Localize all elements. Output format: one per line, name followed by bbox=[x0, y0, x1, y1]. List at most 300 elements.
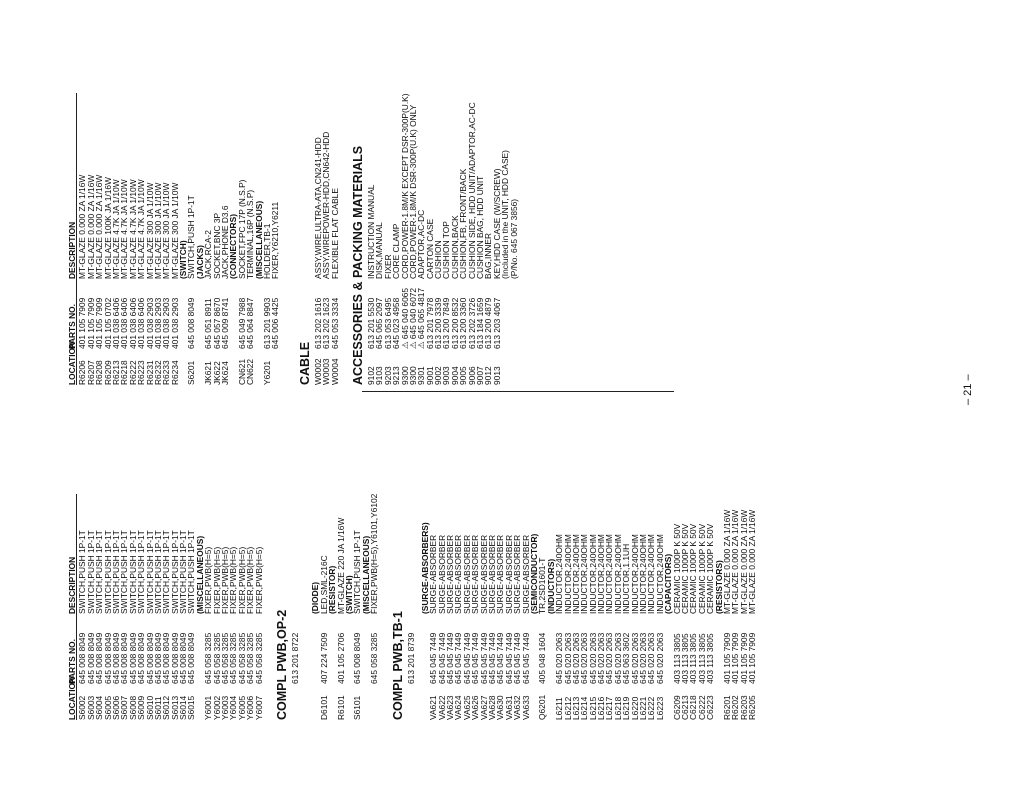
location-code: C6218 bbox=[688, 695, 699, 720]
section-title: COMPL PWB,OP-2 bbox=[274, 609, 289, 720]
part-number: 645 008 8049 bbox=[94, 632, 105, 684]
part-description: MT-GLAZE 0.000 ZA 1/16W bbox=[747, 509, 758, 614]
part-description: FIXER,PWB(H=5) bbox=[228, 546, 239, 614]
part-number: 613 203 4067 bbox=[491, 297, 502, 349]
part-number: 645 045 7449 bbox=[520, 632, 531, 684]
part-description: SWITCH,PUSH 1P-1T bbox=[127, 530, 138, 614]
location-code: VA631 bbox=[503, 695, 514, 720]
location-code: L6218 bbox=[612, 696, 623, 720]
part-description: (RESISTOR) bbox=[327, 565, 338, 614]
location-code: W0002 bbox=[312, 358, 323, 385]
location-code: Y6201 bbox=[261, 360, 272, 385]
location-code: 9012 bbox=[483, 366, 494, 385]
part-number: 645 020 2063 bbox=[638, 632, 649, 684]
part-number: 401 038 2903 bbox=[152, 297, 163, 349]
section-title: ACCESSORIES & PACKING MATERIALS bbox=[350, 145, 365, 385]
part-description: INDUCTOR,240OHM bbox=[612, 534, 623, 614]
part-description: SWITCH,PUSH 1P-1T bbox=[94, 530, 105, 614]
location-code: VA626 bbox=[470, 695, 481, 720]
location-code: W0003 bbox=[321, 358, 332, 385]
part-description: MT-GLAZE 0.000 ZA 1/16W bbox=[85, 174, 96, 279]
location-code: S6101 bbox=[352, 695, 363, 720]
part-description: FIXER,PWB(H=5) bbox=[245, 546, 256, 614]
header-parts-no: PARTS NO. bbox=[67, 304, 77, 349]
location-code: JK622 bbox=[211, 361, 222, 385]
part-description: SURGE-ABSORBER bbox=[470, 534, 481, 614]
location-code: Y6001 bbox=[203, 695, 214, 720]
part-number: 645 020 2063 bbox=[579, 632, 590, 684]
part-number: 645 008 8049 bbox=[77, 632, 88, 684]
location-code: CN621 bbox=[236, 358, 247, 385]
location-code: VA627 bbox=[478, 695, 489, 720]
location-code: VA622 bbox=[436, 695, 447, 720]
part-number: 613 201 7978 bbox=[424, 297, 435, 349]
part-description: CERAMIC 1000P K 50V bbox=[696, 523, 707, 614]
part-description: SWITCH,PUSH 1P-1T bbox=[136, 530, 147, 614]
part-number: 645 058 3285 bbox=[369, 632, 380, 684]
location-code: R6208 bbox=[94, 360, 105, 385]
location-code: S6007 bbox=[119, 695, 130, 720]
location-code: C6213 bbox=[680, 695, 690, 720]
part-number: 401 038 6406 bbox=[136, 297, 147, 349]
part-description: (SURGE-ABSORBERS) bbox=[419, 522, 430, 614]
part-description: SWITCH,PUSH 1P-1T bbox=[352, 530, 363, 614]
location-code: 9103 bbox=[374, 366, 385, 385]
location-code: VA624 bbox=[453, 695, 464, 720]
part-number: 645 006 4425 bbox=[270, 297, 281, 349]
location-code: S6010 bbox=[144, 695, 155, 720]
location-code: L6212 bbox=[562, 696, 573, 720]
part-number: 401 105 7909 bbox=[77, 297, 88, 349]
part-description: SURGE-ABSORBER bbox=[495, 534, 506, 614]
part-description: (SWITCH) bbox=[343, 575, 354, 614]
column-headers bbox=[68, 93, 77, 385]
part-number: 645 058 3285 bbox=[220, 632, 231, 684]
location-code: 9006 bbox=[466, 366, 477, 385]
part-number: ⚠ 645 040 6065 bbox=[399, 287, 410, 349]
location-code: 9203 bbox=[382, 366, 393, 385]
part-description: SWITCH,PUSH 1P-1T bbox=[144, 530, 155, 614]
part-description: (SWITCH) bbox=[178, 240, 189, 279]
part-description: SURGE-ABSORBER bbox=[453, 534, 464, 614]
location-code: R6202 bbox=[730, 695, 741, 720]
part-number: 645 020 2063 bbox=[554, 632, 565, 684]
part-number: 645 058 3285 bbox=[211, 632, 222, 684]
part-description: SWITCH,PUSH 1P-1T bbox=[186, 195, 197, 279]
part-number: 403 113 3805 bbox=[688, 633, 699, 684]
location-code: R6222 bbox=[127, 360, 138, 385]
part-description: CUSHION SIDE, HDD UNIT/ADAPTOR,AC-DC bbox=[466, 102, 477, 279]
part-row bbox=[255, 494, 263, 720]
part-number: 403 113 3805 bbox=[671, 633, 682, 684]
part-description: (CONNECTORS) bbox=[228, 214, 239, 279]
location-code: VA632 bbox=[512, 695, 523, 720]
part-description: MT-GLAZE 4.7K JA 1/10W bbox=[136, 179, 147, 279]
part-description: SWITCH,PUSH 1P-1T bbox=[110, 530, 121, 614]
header-location: LOCATION bbox=[67, 676, 77, 720]
location-code: S6011 bbox=[152, 696, 163, 720]
location-code: R6101 bbox=[335, 695, 346, 720]
part-description: INDUCTOR,240OHM bbox=[562, 534, 573, 614]
part-description: SURGE-ABSORBER bbox=[503, 534, 514, 614]
part-description: MT-GLAZE 220 JA 1/16W bbox=[335, 517, 346, 614]
part-number: 401 105 7909 bbox=[738, 632, 749, 684]
part-number: 645 008 8049 bbox=[186, 297, 197, 349]
location-code: Y6004 bbox=[228, 695, 239, 720]
header-description: DESCRIPTION bbox=[67, 556, 77, 614]
part-number: 645 058 3285 bbox=[253, 632, 264, 684]
location-code: 9013 bbox=[491, 366, 502, 385]
part-description: FIXER,PWB(H=5) bbox=[253, 546, 264, 614]
part-number: 645 045 7449 bbox=[495, 632, 506, 684]
location-code: R6231 bbox=[144, 360, 155, 385]
part-number: ⚠ 645 040 6072 bbox=[407, 287, 418, 349]
part-number: 645 008 8049 bbox=[352, 632, 363, 684]
part-number: 401 038 6406 bbox=[127, 297, 138, 349]
part-number: 645 020 2063 bbox=[629, 632, 640, 684]
part-number: 401 038 2903 bbox=[144, 297, 155, 349]
part-number: 613 184 1659 bbox=[475, 297, 486, 349]
location-code: R6203 bbox=[738, 695, 749, 720]
location-code: R6234 bbox=[169, 360, 180, 385]
part-number: 645 058 3285 bbox=[245, 632, 256, 684]
part-number: 613 202 1623 bbox=[321, 297, 332, 349]
part-description: INSTRUCTION MANUAL bbox=[365, 184, 376, 279]
part-number: 645 020 2063 bbox=[612, 632, 623, 684]
column-headers bbox=[68, 494, 77, 720]
location-code: Y6006 bbox=[245, 695, 256, 720]
part-description: INDUCTOR,240OHM bbox=[629, 534, 640, 614]
part-description: SWITCH,PUSH 1P-1T bbox=[152, 530, 163, 614]
location-code: S6005 bbox=[102, 695, 113, 720]
part-description: DISK,MANUAL bbox=[374, 222, 385, 279]
part-number: 645 045 7449 bbox=[436, 632, 447, 684]
location-code: W0004 bbox=[329, 358, 340, 385]
part-description: CERAMIC 1000P K 50V bbox=[688, 523, 699, 614]
part-description: MT-GLAZE 0.000 ZA 1/16W bbox=[721, 509, 732, 614]
part-number: 645 008 8049 bbox=[102, 632, 113, 684]
location-code: S6012 bbox=[161, 695, 172, 720]
part-description: MT-GLAZE 300 JA 1/10W bbox=[161, 182, 172, 279]
part-number: 613 200 3360 bbox=[458, 297, 469, 349]
location-code bbox=[362, 684, 370, 720]
part-number: 613 201 8722 bbox=[289, 632, 300, 684]
part-number: 613 200 7849 bbox=[441, 297, 452, 349]
location-code: S6015 bbox=[186, 695, 197, 720]
location-code bbox=[370, 684, 378, 720]
part-description: SWITCH,PUSH 1P-1T bbox=[85, 530, 96, 614]
location-code bbox=[271, 349, 279, 385]
part-description: (Included in the UNIT, HDD CASE) bbox=[500, 150, 511, 279]
location-code: Y6005 bbox=[236, 695, 247, 720]
parts-column-left bbox=[68, 494, 757, 720]
location-code bbox=[291, 684, 299, 720]
location-code: JK621 bbox=[203, 361, 214, 385]
header-description: DESCRIPTION bbox=[67, 221, 77, 279]
part-number: 401 038 6406 bbox=[119, 297, 130, 349]
part-number: 401 105 7909 bbox=[85, 297, 96, 349]
part-description: SWITCH,PUSH 1P-1T bbox=[119, 530, 130, 614]
part-description: MT-GLAZE 0.000 ZA 1/16W bbox=[94, 174, 105, 279]
part-description: CERAMIC 1000P K 50V bbox=[680, 523, 690, 614]
location-code: C6209 bbox=[671, 695, 682, 720]
part-description: INDUCTOR,240OHM bbox=[570, 534, 581, 614]
part-row bbox=[331, 93, 339, 385]
part-description: FIXER,PWB(H=5) bbox=[203, 546, 214, 614]
part-number: 645 045 7449 bbox=[512, 632, 523, 684]
part-number: 645 008 8049 bbox=[161, 632, 172, 684]
part-number: 645 053 3334 bbox=[329, 297, 340, 349]
part-description: MT-GLAZE 300 JA 1/10W bbox=[169, 182, 180, 279]
part-description: FIXER,PWB(H=5),Y6101,Y6102 bbox=[369, 493, 380, 614]
location-code: Y6003 bbox=[220, 695, 231, 720]
part-number: 645 058 3285 bbox=[236, 632, 247, 684]
location-code: L6220 bbox=[629, 696, 640, 720]
location-code: R6213 bbox=[110, 360, 121, 385]
location-code: R6206 bbox=[77, 360, 88, 385]
location-code: S6004 bbox=[94, 695, 105, 720]
part-description: MT-GLAZE 4.7K JA 1/10W bbox=[119, 179, 130, 279]
part-description: INDUCTOR,240OHM bbox=[604, 534, 615, 614]
part-description: (RESISTORS) bbox=[713, 560, 724, 614]
part-number: 645 058 3285 bbox=[203, 632, 214, 684]
part-description: MT-GLAZE 300 JA 1/10W bbox=[144, 182, 155, 279]
part-number: 645 020 2063 bbox=[587, 632, 598, 684]
location-code: JK624 bbox=[220, 361, 231, 385]
part-number: 613 201 8739 bbox=[405, 632, 416, 684]
location-code: 9007 bbox=[475, 366, 486, 385]
header-parts-no: PARTS NO. bbox=[67, 639, 77, 684]
location-code: S6009 bbox=[136, 695, 147, 720]
part-description: INDUCTOR,240OHM bbox=[646, 534, 657, 614]
part-number: 401 105 7909 bbox=[747, 632, 758, 684]
part-number: 645 020 2063 bbox=[654, 632, 665, 684]
part-description: SURGE-ABSORBER bbox=[487, 534, 498, 614]
part-description: SWITCH,PUSH 1P-1T bbox=[77, 530, 88, 614]
part-row bbox=[271, 93, 279, 385]
location-code: L6221 bbox=[638, 696, 649, 720]
part-number: 645 049 7988 bbox=[236, 297, 247, 349]
location-code: S6002 bbox=[77, 695, 88, 720]
part-number: 645 020 2063 bbox=[604, 632, 615, 684]
part-number: 403 113 3805 bbox=[680, 633, 690, 684]
location-code: R6201 bbox=[721, 695, 732, 720]
part-description: CUSHION bbox=[433, 240, 444, 279]
location-code: VA623 bbox=[445, 695, 456, 720]
part-description: SURGE-ABSORBER bbox=[478, 534, 489, 614]
column-divider bbox=[672, 391, 673, 392]
location-code: 9002 bbox=[433, 366, 444, 385]
part-description: (DIODE) bbox=[310, 581, 321, 614]
part-number: 613 053 6495 bbox=[382, 297, 393, 349]
part-description: (MISCELLANEOUS) bbox=[194, 535, 205, 614]
part-description: SURGE-ABSORBER bbox=[520, 534, 531, 614]
part-description: TR,2SD1601-T bbox=[537, 557, 548, 614]
part-description: MT-GLAZE 300 JA 1/10W bbox=[152, 182, 163, 279]
part-description: SURGE-ABSORBER bbox=[512, 534, 523, 614]
part-description: FIXER,PWB(H=5) bbox=[236, 546, 247, 614]
location-code: D6101 bbox=[318, 695, 329, 720]
part-number: 613 201 5530 bbox=[365, 297, 376, 349]
part-number: 645 045 7449 bbox=[478, 632, 489, 684]
location-code: 9004 bbox=[449, 366, 460, 385]
location-code: R6207 bbox=[85, 360, 96, 385]
part-description: MT-GLAZE 4.7K JA 1/10W bbox=[110, 179, 121, 279]
part-description: INDUCTOR,240OHM bbox=[596, 534, 607, 614]
part-number: 401 105 7909 bbox=[94, 297, 105, 349]
part-description: MT-GLAZE 0.000 ZA 1/16W bbox=[730, 509, 741, 614]
part-row bbox=[748, 494, 756, 720]
part-description: MT-GLAZE 100K JA 1/16W bbox=[102, 177, 113, 279]
part-description: SWITCH,PUSH 1P-1T bbox=[161, 530, 172, 614]
part-description: CUSHION,FB, FRONT/BACK bbox=[458, 168, 469, 279]
location-code: S6008 bbox=[127, 695, 138, 720]
section-title: CABLE bbox=[297, 341, 312, 385]
part-number: 613 202 1616 bbox=[312, 297, 323, 349]
location-code: S6013 bbox=[169, 695, 180, 720]
part-description: FIXER,PWB(H=5) bbox=[220, 546, 231, 614]
part-number: 645 020 2063 bbox=[562, 632, 573, 684]
part-description: CERAMIC 1000P K 50V bbox=[705, 523, 716, 614]
parts-column-right bbox=[68, 93, 518, 385]
location-code: R6218 bbox=[119, 360, 130, 385]
part-description: KEY,HDD CASE (W/SCREW) bbox=[491, 168, 502, 279]
part-description: (INDUCTORS) bbox=[545, 558, 556, 614]
location-code: 9003 bbox=[441, 366, 452, 385]
part-description: ASSY,WIRE,ULTRA-ATA,CN241-HDD bbox=[312, 137, 323, 279]
part-description: LED,SML-216C bbox=[318, 555, 329, 614]
part-description: SURGE-ABSORBER bbox=[436, 534, 447, 614]
part-description: CUSHION BAG, HDD UNIT bbox=[475, 175, 486, 279]
part-number: 645 045 7449 bbox=[461, 632, 472, 684]
part-description: MT-GLAZE 0.000 ZA 1/16W bbox=[77, 174, 88, 279]
part-row bbox=[510, 93, 518, 385]
location-code bbox=[510, 349, 518, 385]
part-number: 645 051 8911 bbox=[203, 298, 214, 349]
part-description: SOCKET,BNC 3P bbox=[211, 212, 222, 279]
part-number: 645 008 8049 bbox=[169, 632, 180, 684]
location-code: 9005 bbox=[458, 366, 469, 385]
part-row bbox=[407, 494, 415, 720]
part-number: 645 063 3602 bbox=[621, 632, 632, 684]
part-number: 645 020 2063 bbox=[596, 632, 607, 684]
location-code: 9001 bbox=[424, 366, 435, 385]
location-code bbox=[407, 684, 415, 720]
location-code: CN622 bbox=[245, 358, 256, 385]
location-code: L6214 bbox=[579, 696, 590, 720]
column-divider bbox=[362, 391, 674, 392]
part-description: (CAPACITORS) bbox=[663, 553, 674, 614]
part-number: 401 038 2903 bbox=[161, 297, 172, 349]
part-number: 645 045 7449 bbox=[470, 632, 481, 684]
part-description: MT-GLAZE 0.000 ZA 1/16W bbox=[738, 509, 749, 614]
part-row bbox=[187, 93, 195, 385]
part-number: 405 048 1604 bbox=[537, 632, 548, 684]
part-description: FIXER,Y6210,Y6211 bbox=[270, 201, 281, 279]
part-number: 407 224 7509 bbox=[318, 632, 329, 684]
part-description: SWITCH,PUSH 1P-1T bbox=[169, 530, 180, 614]
section-title: COMPL PWB,TB-1 bbox=[390, 611, 405, 720]
location-code: 9300 bbox=[399, 366, 410, 385]
part-description: SWITCH,PUSH 1P-1T bbox=[186, 530, 197, 614]
part-number: 645 045 7449 bbox=[445, 632, 456, 684]
part-number: 645 008 8049 bbox=[152, 632, 163, 684]
location-code: VA621 bbox=[428, 695, 439, 720]
location-code: VA630 bbox=[495, 695, 506, 720]
part-number: 645 009 8741 bbox=[220, 297, 231, 349]
location-code: R6233 bbox=[161, 360, 172, 385]
part-description: ADAPTOR,AC-DC bbox=[416, 209, 427, 279]
location-code: Q6201 bbox=[537, 694, 548, 720]
part-number: 403 113 3805 bbox=[696, 633, 707, 684]
location-code bbox=[501, 349, 509, 385]
location-code: L6219 bbox=[621, 696, 632, 720]
part-number: 645 008 8049 bbox=[136, 632, 147, 684]
part-description: CORD,POWER-1.8M/K EXCEPT DSR-300P(U.K) bbox=[399, 93, 410, 279]
part-number: 645 045 7449 bbox=[487, 632, 498, 684]
part-number: 401 105 7909 bbox=[721, 632, 732, 684]
part-number: 401 105 2706 bbox=[335, 632, 346, 684]
part-number: 645 008 8049 bbox=[85, 632, 96, 684]
part-number: 613 202 3726 bbox=[466, 297, 477, 349]
part-description: SOCKET,FPC 17P (N.S.P) bbox=[236, 179, 247, 279]
part-number: 645 008 8049 bbox=[144, 632, 155, 684]
part-number: 645 008 8049 bbox=[110, 632, 121, 684]
part-number: 613 200 3339 bbox=[433, 297, 444, 349]
part-number: 645 020 2063 bbox=[646, 632, 657, 684]
part-description: INDUCTOR,240OHM bbox=[638, 534, 649, 614]
location-code: R6232 bbox=[152, 360, 163, 385]
location-code: L6213 bbox=[570, 696, 581, 720]
part-number: 645 057 8670 bbox=[211, 297, 222, 349]
part-description: (P/No. 645 067 3856) bbox=[508, 198, 519, 279]
part-number: 645 008 8049 bbox=[178, 632, 189, 684]
part-description: SURGE-ABSORBER bbox=[461, 534, 472, 614]
part-description: INDUCTOR,1.1UH bbox=[621, 543, 632, 614]
part-description: FLEXIBLE FLAT CABLE bbox=[329, 188, 340, 279]
part-description: INDUCTOR,240OHM bbox=[587, 534, 598, 614]
part-description: JACK,PHONE D3.6 bbox=[220, 205, 231, 279]
location-code: Y6002 bbox=[211, 695, 222, 720]
part-number: 645 008 8049 bbox=[186, 632, 197, 684]
location-code: S6003 bbox=[85, 695, 96, 720]
part-number: 613 200 4879 bbox=[483, 297, 494, 349]
part-number: 645 020 2063 bbox=[570, 632, 581, 684]
part-description: CORD,POWER-1.8M/K DSR-300P(U.K) ONLY bbox=[407, 104, 418, 279]
location-code: 9213 bbox=[391, 366, 402, 385]
location-code: S6014 bbox=[178, 695, 189, 720]
part-description: (MISCELLANEOUS) bbox=[253, 200, 264, 279]
part-description: TERMINAL,16P (N.S.P) bbox=[245, 189, 256, 279]
location-code: Y6007 bbox=[253, 695, 264, 720]
location-code: C6222 bbox=[696, 695, 707, 720]
part-description: CUSHION,BACK bbox=[449, 215, 460, 279]
location-code: L6215 bbox=[587, 696, 598, 720]
part-number: 645 023 4958 bbox=[391, 297, 402, 349]
location-code: C6223 bbox=[705, 695, 716, 720]
part-description: FIXER,PWB(H=5) bbox=[211, 546, 222, 614]
part-description: INDUCTOR,240OHM bbox=[579, 534, 590, 614]
part-description: ASSY,WIREPOWER-HDD,CN642-HDD bbox=[321, 131, 332, 279]
location-code: 9102 bbox=[365, 366, 376, 385]
part-number: 645 065 2097 bbox=[374, 297, 385, 349]
location-code: R6223 bbox=[136, 360, 147, 385]
part-description: CARTON CASE bbox=[424, 218, 435, 279]
part-number: 645 045 7449 bbox=[428, 632, 439, 684]
part-description: INDUCTOR,240OHM bbox=[554, 534, 565, 614]
part-number: 645 008 8049 bbox=[119, 632, 130, 684]
part-number: 401 038 2903 bbox=[169, 297, 180, 349]
